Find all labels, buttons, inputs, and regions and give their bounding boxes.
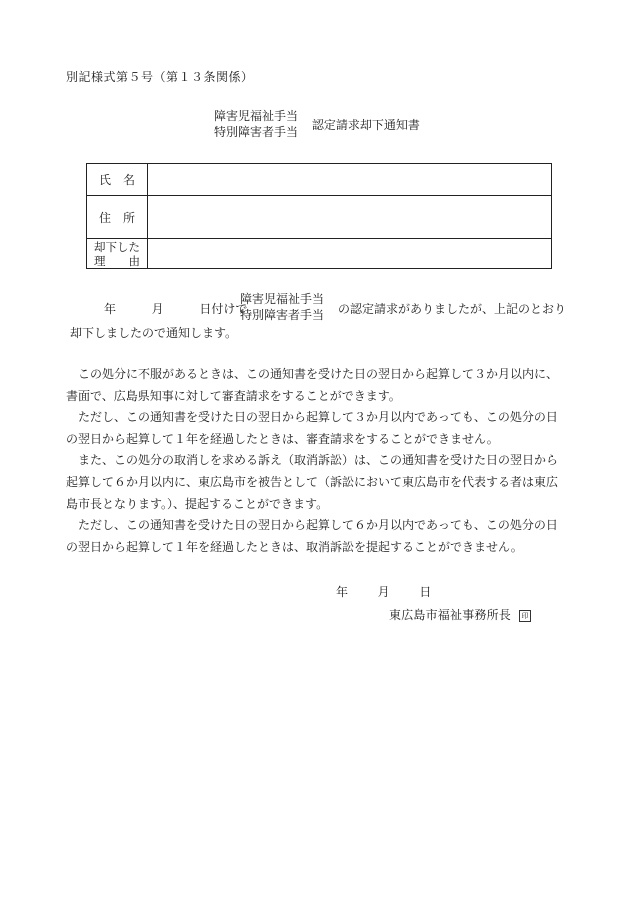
paragraph-line: この処分に不服があるときは、この通知書を受けた日の翌日から起算して３か月以内に、 [78,367,559,381]
address-label: 住 所 [87,196,148,239]
seal-stamp: 印 [519,610,531,622]
paragraph-line: 起算して６か月以内に、東広島市を被告として（訴訟において東広島市を代表する者は東広 [66,474,559,489]
notice-statement [66,290,566,341]
paragraph-line: の翌日から起算して１年を経過したときは、審査請求をすることができません。 [66,431,499,446]
paragraph-line: の翌日から起算して１年を経過したときは、取消訴訟を提起することができません。 [66,539,523,554]
notice-dated: 日付けで [199,302,248,316]
reason-label: 却下した 理 由 [87,239,148,269]
paragraph-line: 島市長となります。）、提起することができます。 [66,496,329,511]
table-row-reason [87,239,552,269]
paragraph-line: ただし、この通知書を受けた日の翌日から起算して３か月以内であっても、この処分の日 [78,410,558,425]
name-label: 氏 名 [87,164,148,196]
title-main: 認定請求却下通知書 [311,117,420,132]
signer-block [389,606,531,623]
notice-year: 年 [104,302,117,316]
notice-tail: の認定請求がありましたが、上記のとおり [338,302,567,316]
recipient-table [86,163,552,269]
date-month: 月 [377,585,390,599]
document-title [214,108,420,140]
signer-name: 東広島市福祉事務所長 [389,608,512,622]
address-value [148,196,552,239]
paragraph-line: 書面で、広島県知事に対して審査請求をすることができます。 [66,388,401,403]
date-year: 年 [336,585,349,599]
name-value [148,164,552,196]
issue-date [336,583,431,600]
appeal-instructions [66,364,566,558]
paragraph-line: ただし、この通知書を受けた日の翌日から起算して６か月以内であっても、この処分の日 [78,518,558,533]
notice-line-2: 却下しましたので通知します。 [70,326,238,340]
allowance-type-2: 特別障害者手当 [214,125,299,139]
table-row-name [87,164,552,196]
allowance-type-1: 障害児福祉手当 [214,109,299,123]
reason-value [148,239,552,269]
notice-allowance-stack: 障害児福祉手当 特別障害者手当 [240,292,325,322]
form-identifier: 別記様式第５号（第１３条関係） [66,70,254,84]
allowance-type-stack [214,108,298,140]
table-row-address [87,196,552,239]
date-day: 日 [419,585,432,599]
paragraph-line: また、この処分の取消しを求める訴え（取消訴訟）は、この通知書を受けた日の翌日から [78,453,559,468]
notice-month: 月 [151,302,164,316]
